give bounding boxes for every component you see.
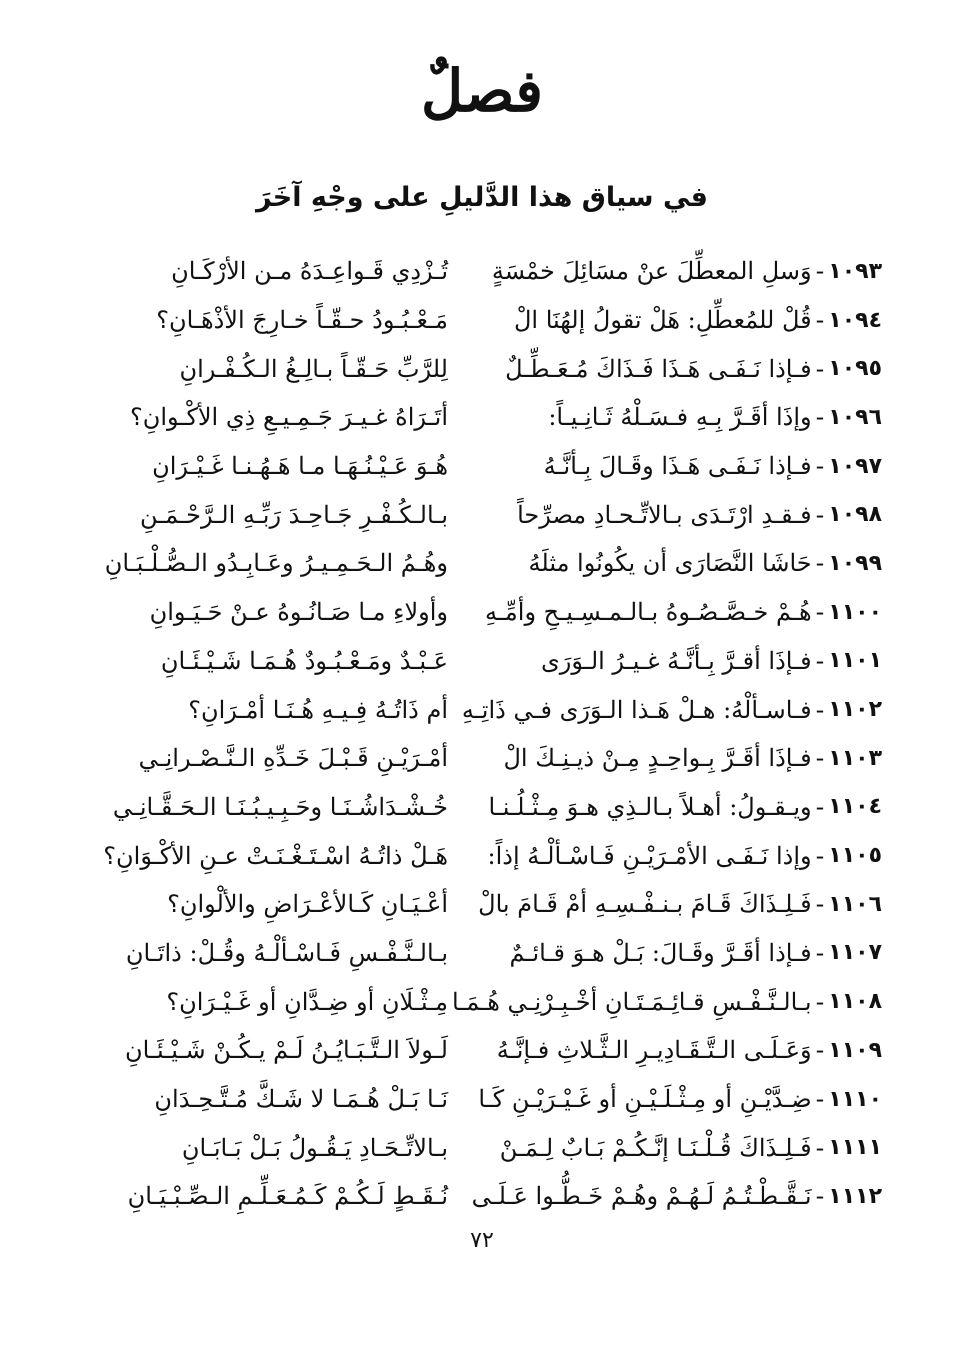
verse-second-hemistich: أم ذَاتُـهُ فِـيـهِ هُـنَـا أمْـرَانِ؟ bbox=[188, 695, 448, 724]
verse-number: ١١٠٦ bbox=[828, 891, 882, 917]
verse-number: ١١١١ bbox=[828, 1135, 882, 1161]
verse-separator: - bbox=[815, 257, 825, 286]
section-subtitle: في سياق هذا الدَّليلِ على وجْهِ آخَرَ bbox=[256, 182, 708, 213]
verse-number: ١٠٩٨ bbox=[828, 502, 882, 528]
verse-first-text: فـإذا أقَـرَّ وقَـالَ: بَـلْ هـوَ قـائـمٌ bbox=[509, 938, 812, 967]
verse-line bbox=[78, 442, 882, 491]
verse-separator: - bbox=[815, 695, 825, 724]
verse-first-hemistich bbox=[487, 841, 882, 870]
verse-first-hemistich bbox=[478, 890, 882, 919]
verse-first-text: هُـمْ خـصَّـصُـوهُ بـالـمـسِـيـحِ وأمِّـهِ bbox=[485, 598, 812, 627]
verse-first-hemistich bbox=[492, 257, 882, 285]
verse-first-text: وإذَا أقَـرَّ بِـهِ فـسَـلْهُ ثَـانِـيـاً: bbox=[548, 403, 812, 432]
verse-separator: - bbox=[815, 646, 825, 675]
verse-first-hemistich bbox=[492, 452, 882, 480]
verse-first-text: وَسلِ المعطِّلَ عنْ مسَائِلَ خمْسَةٍ bbox=[491, 257, 812, 286]
verse-first-text: ضِـدَّيْـنِ أو مِـثْـلَـيْـنِ أو غَـيْـرَيْـنِ كَـا bbox=[478, 1085, 812, 1114]
verse-first-text: فـاسـألْهُ: هـلْ هَـذا الـوَرَى فـي ذَاتِـهِ bbox=[461, 695, 812, 724]
verse-separator: - bbox=[815, 1182, 825, 1211]
verse-first-hemistich bbox=[492, 647, 882, 675]
verse-first-text: ويـقـولُ: أهـلاً بـالـذِي هـوَ مِـثْـلُـنـا bbox=[488, 792, 812, 821]
verse-separator: - bbox=[815, 890, 825, 919]
verse-number: ١١٠٧ bbox=[828, 940, 882, 966]
verse-line bbox=[78, 588, 882, 637]
verse-separator: - bbox=[815, 1036, 825, 1065]
verse-first-hemistich bbox=[492, 939, 882, 967]
verse-line bbox=[78, 1123, 882, 1172]
verse-first-text: قُلْ للمُعطِّلِ: هَلْ تقولُ إلهُنَا الْ bbox=[513, 306, 812, 335]
verse-first-text: فـإذَا أقـرَّ بِـأنَّـهُ غـيـرُ الـوَرَى bbox=[541, 646, 812, 675]
verse-number: ١١١٢ bbox=[828, 1183, 882, 1209]
verse-line bbox=[78, 1075, 882, 1124]
verse-line bbox=[78, 296, 882, 345]
verse-line bbox=[78, 393, 882, 442]
verse-separator: - bbox=[815, 500, 825, 529]
verse-second-hemistich: أعْـيَـانِ كَـالأعْـرَاضِ والألْوانِ؟ bbox=[167, 890, 448, 919]
verse-first-text: فـقـدِ ارْتَـدَى بـالاتِّـحـادِ مصرِّحاً bbox=[517, 500, 812, 529]
verse-first-hemistich bbox=[485, 598, 882, 627]
verse-number: ١٠٩٦ bbox=[828, 404, 882, 430]
poem-verses bbox=[78, 247, 882, 1221]
verse-first-hemistich bbox=[492, 549, 882, 577]
verse-first-text: فـإذَا أقَـرَّ بِـواحِـدٍ مِـنْ ذيـنِـكَ الْ bbox=[503, 744, 812, 773]
verse-line bbox=[78, 1172, 882, 1221]
verse-number: ١١٠٩ bbox=[828, 1037, 882, 1063]
verse-line bbox=[78, 539, 882, 588]
verse-number: ١١٠٥ bbox=[828, 843, 882, 869]
verse-number: ١١٠٢ bbox=[828, 697, 882, 723]
verse-first-text: حَاشَا النَّصَارَى أن يكُونُوا مثلَهُ bbox=[528, 549, 812, 578]
verse-number: ١٠٩٩ bbox=[828, 550, 882, 576]
verse-number: ١١٠١ bbox=[828, 648, 882, 674]
verse-line bbox=[78, 685, 882, 734]
verse-line bbox=[78, 1026, 882, 1075]
verse-first-text: وَعَـلَـى الـتَّـقَـادِيـرِ الـثَّـلاثِ فـإنَّـهُ bbox=[496, 1036, 812, 1065]
verse-number: ١٠٩٧ bbox=[828, 453, 882, 479]
verse-separator: - bbox=[815, 987, 825, 1016]
verse-line bbox=[78, 783, 882, 832]
verse-line bbox=[78, 831, 882, 880]
verse-separator: - bbox=[815, 792, 825, 821]
verse-first-text: فَـلِـذَاكَ قَـامَ بـنـفْـسِـهِ أمْ قَـامَ بالْ bbox=[478, 890, 812, 919]
verse-second-hemistich: نَـا بَـلْ هُـمَـا لا شَـكَّ مُـتَّـحِـدَانِ bbox=[154, 1085, 448, 1114]
verse-first-text: فـإذا نَـفَـى هَـذَا وقَـالَ بِـأنَّـهُ bbox=[543, 452, 812, 481]
verse-separator: - bbox=[815, 549, 825, 578]
verse-line bbox=[78, 490, 882, 539]
verse-separator: - bbox=[815, 841, 825, 870]
verse-second-hemistich: أتَـرَاهُ غـيـرَ جَـمِـيـعِ ذِي الأكْـوانِ؟ bbox=[129, 403, 448, 432]
verse-number: ١١٠٤ bbox=[828, 794, 882, 820]
verse-first-hemistich bbox=[492, 306, 882, 334]
verse-first-hemistich bbox=[492, 501, 882, 529]
verse-first-hemistich bbox=[488, 792, 882, 821]
verse-separator: - bbox=[815, 403, 825, 432]
verse-second-hemistich: بـالـنَّـفْـسِ فَـاسْـألْـهُ وقُـلْ: ذاتَـانِ bbox=[125, 938, 448, 967]
verse-first-text: بـالـنَّـفْـسِ قـائِـمَـتَـانِ أخْـبِـرْنِـي هُـمَـا bbox=[451, 987, 812, 1016]
verse-number: ١٠٩٣ bbox=[828, 258, 882, 284]
verse-separator: - bbox=[815, 744, 825, 773]
verse-number: ١١٠٨ bbox=[828, 989, 882, 1015]
verse-separator: - bbox=[815, 1085, 825, 1114]
verse-number: ١١١٠ bbox=[828, 1086, 882, 1112]
verse-second-hemistich: وأولاءِ مـا صَـانُـوهُ عـنْ حَـيَـوانِ bbox=[149, 598, 448, 627]
verse-line bbox=[78, 344, 882, 393]
chapter-heading: فصلٌ bbox=[421, 57, 543, 125]
verse-number: ١٠٩٤ bbox=[828, 307, 882, 333]
verse-separator: - bbox=[815, 938, 825, 967]
verse-separator: - bbox=[815, 306, 825, 335]
verse-second-hemistich: لَـولاَ الـتَّـبَـايُـنُ لَـمْ يـكُـنْ شَـيْـئَـانِ bbox=[124, 1036, 448, 1065]
verse-first-text: وإذا نَـفَـى الأمْـرَيْـنِ فَـاسْـألْـهُ إذاً: bbox=[487, 841, 812, 870]
verse-second-hemistich: أمْـرَيْـنِ قَـبْـلَ خَـدِّهِ الـنَّـصْـرانِـي bbox=[138, 744, 448, 773]
verse-first-hemistich bbox=[461, 695, 882, 724]
verse-second-hemistich: هُـوَ عَـيْـنُـهَـا مـا هَـهُـنـا غَـيْـرَانِ bbox=[152, 452, 448, 481]
verse-separator: - bbox=[815, 354, 825, 383]
verse-line bbox=[78, 637, 882, 686]
verse-number: ١١٠٠ bbox=[828, 599, 882, 625]
verse-second-hemistich: بـالـكُـفْـرِ جَـاحِـدَ رَبِّـهِ الـرَّحْـمَـنِ bbox=[139, 500, 448, 529]
verse-second-hemistich: تُـزْدِي قَـواعِـدَهُ مـن الأرْكَـانِ bbox=[171, 257, 448, 286]
verse-first-hemistich bbox=[478, 1085, 882, 1114]
verse-line bbox=[78, 929, 882, 978]
verse-line bbox=[78, 247, 882, 296]
verse-second-hemistich: نُـقَـطٍ لَـكُـمْ كَـمُـعَـلِّـمِ الـصِّـبْـيَـانِ bbox=[127, 1182, 448, 1211]
verse-first-hemistich bbox=[492, 1134, 882, 1162]
verse-line bbox=[78, 977, 882, 1026]
verse-second-hemistich: بـالاتِّـحَـادِ يَـقُـولُ بَـلْ بَـابَـانِ bbox=[181, 1133, 448, 1162]
verse-separator: - bbox=[815, 1133, 825, 1162]
verse-second-hemistich: عَـبْـدٌ ومَـعْـبُـودٌ هُـمَـا شَـيْـئَـانِ bbox=[160, 646, 448, 675]
verse-line bbox=[78, 734, 882, 783]
verse-first-text: فـإذا نَـفَـى هَـذَا فَـذَاكَ مُـعَـطِّـلٌ bbox=[505, 354, 812, 383]
verse-number: ١١٠٣ bbox=[828, 745, 882, 771]
page-number: ٧٢ bbox=[470, 1228, 494, 1253]
verse-first-text: فَـلِـذَاكَ قُـلْـنَـا إنَّـكُـمْ بَـابٌ لِـمَـنْ bbox=[499, 1133, 812, 1162]
verse-number: ١٠٩٥ bbox=[828, 356, 882, 382]
verse-second-hemistich: خُـشْـدَاشُـنَـا وحَـبِـيـبُـنَـا الـحَـقَّـانِـي bbox=[112, 792, 448, 821]
verse-second-hemistich: وهُـمُ الـحَـمِـيـرُ وعَـابِـدُو الـصُّـلْـبَـانِ bbox=[104, 549, 448, 578]
verse-first-hemistich bbox=[492, 355, 882, 383]
verse-line bbox=[78, 880, 882, 929]
verse-second-hemistich: لِلرَّبِّ حَـقّـاً بـالِـغُ الـكُـفْـرانِ bbox=[179, 354, 448, 383]
verse-first-hemistich bbox=[492, 744, 882, 772]
verse-first-hemistich bbox=[492, 1036, 882, 1064]
verse-first-hemistich bbox=[492, 403, 882, 431]
verse-first-text: نَـقَّـطْـتُـمُ لَـهُـمْ وهُـمْ خَـطُّـوا عَـلَـى bbox=[471, 1182, 812, 1211]
verse-separator: - bbox=[815, 452, 825, 481]
verse-second-hemistich: هَـلْ ذاتُـهُ اسْـتَـغْـنَـتْ عـنِ الأكْـوَانِ؟ bbox=[103, 841, 448, 870]
verse-second-hemistich: مِـثْـلَانِ أو ضِـدَّانِ أو غَـيْـرَانِ؟ bbox=[166, 987, 448, 1016]
verse-separator: - bbox=[815, 598, 825, 627]
verse-first-hemistich bbox=[451, 987, 882, 1016]
verse-first-hemistich bbox=[471, 1182, 882, 1211]
verse-second-hemistich: مَـعْـبُـودُ حـقّـاً خـارِجَ الأذْهَـانِ؟ bbox=[156, 306, 448, 335]
